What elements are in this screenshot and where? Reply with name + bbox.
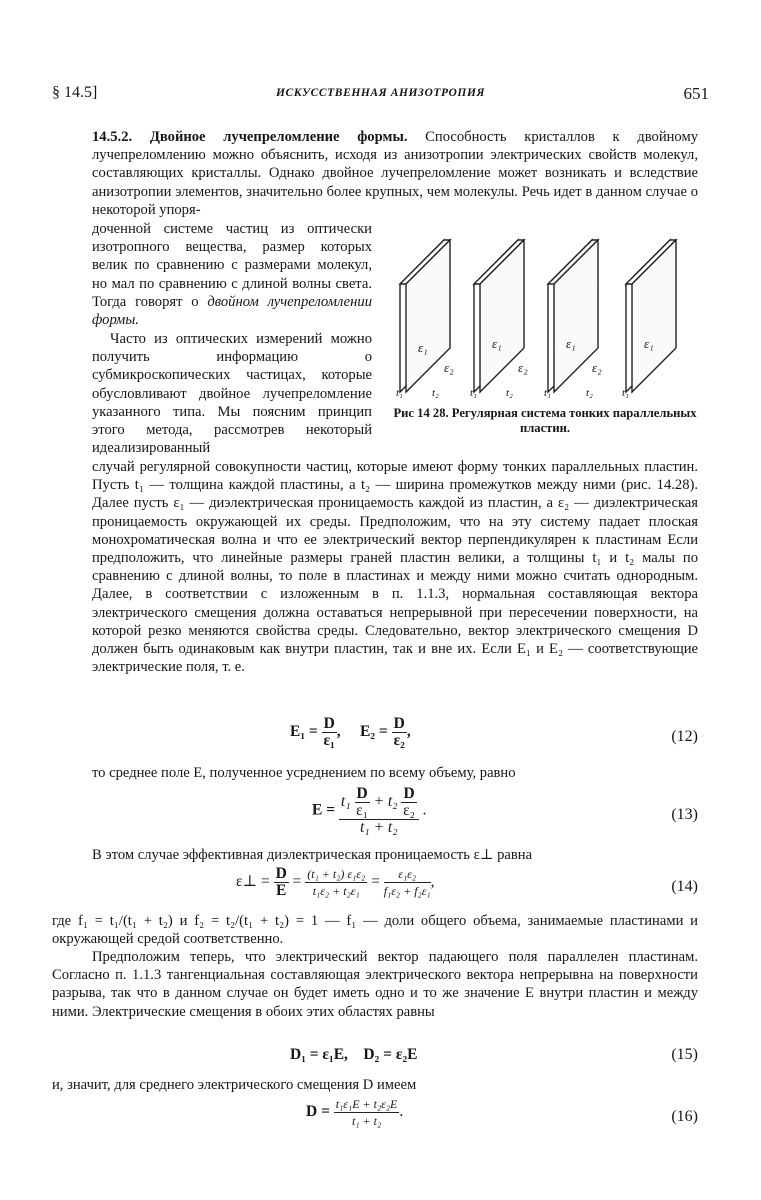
eq13-tb: + t₂ xyxy=(373,793,398,811)
eq13-eb: ε₂ xyxy=(403,802,416,819)
eq12-number: (12) xyxy=(671,728,698,745)
term-emphasis: двойном лучепреломлении формы. xyxy=(92,293,372,329)
eq12-den-b: ε₂ xyxy=(393,732,405,749)
eq14-number: (14) xyxy=(671,878,698,895)
plate-3 xyxy=(548,240,598,392)
paragraph-intro xyxy=(92,128,698,219)
label-t1-a: t₁ xyxy=(396,387,403,398)
text-after-13: В этом случае эффективная диэлектрическая проницаемость ε⊥ равна xyxy=(92,847,533,863)
label-t2-b: t₂ xyxy=(506,387,513,398)
figure-caption: Рис 14 28. Регулярная система тонких параллельных пластин. xyxy=(393,406,697,435)
paragraph-parallel: Предположим теперь, что электрический вектор падающего поля параллелен пластинам. Согласно п. 1.1.3 тангенциальная составляющая электрического вектора непрерывна на поверхности разрыва, так что в данном случае он будет иметь одно и то же значение E внутри пластин и между ними. Электрические смещения в обоих этих областях равны xyxy=(52,949,698,1020)
page-number: 651 xyxy=(683,84,709,103)
figure-plates xyxy=(382,232,702,398)
eq14-lhs: ε⊥ = xyxy=(236,873,270,891)
eq14-f2n: (t₁ + t₂) ε₁ε₂ xyxy=(307,867,366,881)
header-section: § 14.5] xyxy=(52,84,98,101)
label-eps1-a: ε₁ xyxy=(418,340,428,355)
eq13-db: D xyxy=(403,785,415,802)
eq12-num-b: D xyxy=(393,715,405,732)
label-t1-c: t₁ xyxy=(544,387,551,398)
eq14-f1n: D xyxy=(275,865,287,882)
eq15-a: D₁ = ε₁E, xyxy=(290,1046,348,1063)
page-header xyxy=(52,84,709,106)
eq16-number: (16) xyxy=(671,1108,698,1125)
label-t1-b: t₁ xyxy=(470,387,477,398)
eq16-lhs: D = xyxy=(306,1103,330,1121)
plate-1 xyxy=(400,240,450,392)
eq13-da: D xyxy=(356,785,368,802)
eq13-ta: t₁ xyxy=(340,793,351,811)
text-after-14: где f₁ = t₁/(t₁ + t₂) и f₂ = t₂/(t₁ + t₂) = 1 — f₁ — доли общего объема, занимаемые пластинами и окружающей средой соответственно. xyxy=(52,913,698,948)
eq16-num: t₁ε₁E + t₂ε₂E xyxy=(335,1097,398,1111)
eq13-den: t₁ + t₂ xyxy=(360,819,398,836)
eq15-b: D₂ = ε₂E xyxy=(363,1046,418,1063)
eq12-den-a: ε₁ xyxy=(323,732,335,749)
eq14-f3d: f₁ε₂ + f₂ε₁ xyxy=(383,884,431,898)
label-eps1-b: ε₁ xyxy=(492,336,502,351)
label-t1-d: t₁ xyxy=(622,387,629,398)
eq14-f1d: E xyxy=(276,882,287,899)
measurements-text: Часто из оптических измерений можно получить информацию о субмикроскопических частицах, которые обусловливают двойное лучепреломление указанного типа. Мы поясним принцип этого метода, рассмотрев некоторый идеализированный xyxy=(92,331,372,457)
section-heading: 14.5.2. Двойное лучепреломление формы. xyxy=(92,129,408,145)
equation-13: E = t₁ $\frac{D}{\text{ε₁}}$ + t₂ $\frac{D}{\text{ε₂}}$ t₁ + t₂ . xyxy=(312,785,427,836)
eq12-lhs2: E₂ = xyxy=(360,723,388,741)
header-title: ИСКУССТВЕННАЯ АНИЗОТРОПИЯ xyxy=(275,87,486,99)
equation-14: ε⊥ = $\frac{D}{E}$ = $\frac{\text{(t₁ + t₂) ε₁ε₂}}{\text{t₁ε₂ + t₂ε₁}}$ = $\frac{\text{ε₁ε₂}}{\text{f₁ε₂ + f₂ε₁}}$ , xyxy=(236,865,435,899)
equation-16: D = $\frac{\text{t₁ε₁E + t₂ε₂E}}{\text{t₁ + t₂}}$ . xyxy=(306,1097,404,1128)
paragraph-model xyxy=(92,458,698,676)
text-after-15: и, значит, для среднего электрического смещения D имеем xyxy=(52,1077,417,1093)
label-eps2-c: ε₂ xyxy=(592,360,602,375)
text-after-12: то среднее поле E, полученное усреднением по всему объему, равно xyxy=(92,765,516,781)
eq13-lhs: E = xyxy=(312,801,336,819)
eq15-number: (15) xyxy=(671,1046,698,1063)
label-eps1-c: ε₁ xyxy=(566,336,576,351)
eq13-ea: ε₁ xyxy=(356,802,369,819)
eq16-den: t₁ + t₂ xyxy=(352,1114,382,1128)
label-eps2-a: ε₂ xyxy=(444,360,454,375)
eq12-lhs1: E₁ = xyxy=(290,723,318,741)
eq12-num-a: D xyxy=(323,715,335,732)
label-eps1-d: ε₁ xyxy=(644,336,654,351)
model-text: случай регулярной совокупности частиц, которые имеют форму тонких параллельных пластин. Пусть t₁ — толщина каждой пластины, а t₂ — ширина промежутков между ними (рис. 14.28). Далее пусть ε₁ — диэлектрическая проницаемость каждой из пластин, а ε₂ — диэлектрическая проницаемость окружающей их среды. Предположим, что на эту систему падает плоская монохроматическая волна и что ее электрический вектор перпендикулярен к пластинам Если предположить, что линейные размеры граней пластин велики, а толщины t₁ и t₂ малы по сравнению с длиной волны, то поле в пластинах и между ними можно считать однородным. Далее, в соответствии с изложенным в п. 1.1.3, нормальная составляющая вектора электрического смещения должна оставаться непрерывной при пересечении поверхности, на которой резко меняются свойства среды. Следовательно, вектор электрического смещения D должен быть одинаковым как внутри пластин, так и вне их. Если E₁ и E₂ — соответствующие электрические поля, т. е. xyxy=(92,459,698,676)
label-eps2-b: ε₂ xyxy=(518,360,528,375)
paragraph-measurements xyxy=(92,330,372,457)
intro-text: Способность кристаллов к двойному лучепреломлению можно объяснить, исходя из анизотропии электрических свойств молекул, составляющих кристаллы. Однако двойное лучепреломление может возникать и вследствие анизотропии элементов, значительно более крупных, чем молекулы. Речь идет в данном случае о некоторой упоря- xyxy=(92,129,698,218)
eq14-f2d: t₁ε₂ + t₂ε₁ xyxy=(312,884,360,898)
equation-12: E₁ = $\frac{D}{\text{ε₁}}$ , E₂ = $\frac{D}{\text{ε₂}}$ , xyxy=(290,715,411,749)
eq14-f3n: ε₁ε₂ xyxy=(384,866,431,883)
plate-2 xyxy=(474,240,524,392)
label-t2-a: t₂ xyxy=(432,387,439,398)
plate-4 xyxy=(626,240,676,392)
equation-15 xyxy=(290,1046,417,1064)
paragraph-intro-column xyxy=(92,220,372,329)
eq13-number: (13) xyxy=(671,806,698,823)
label-t2-c: t₂ xyxy=(586,387,593,398)
intro-column-text: доченной системе частиц из оптически изотропного вещества, размер которых велик по сравнению с размерами молекул, но мал по сравнению с длиной волны света. Тогда говорят о xyxy=(92,221,372,310)
